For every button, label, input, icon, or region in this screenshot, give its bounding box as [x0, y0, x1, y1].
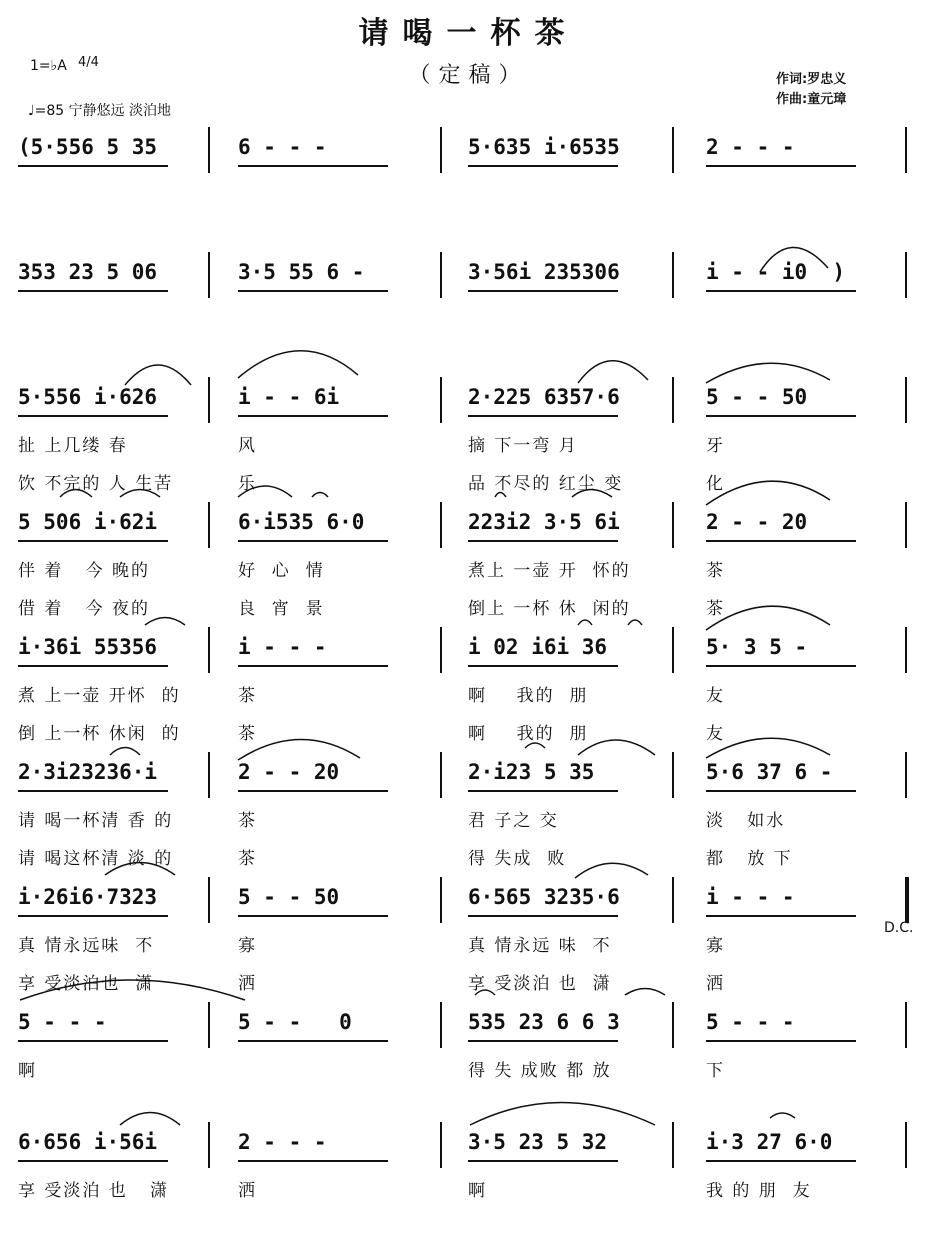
measure-notes: 5 - - -	[706, 1010, 795, 1034]
measure-notes: 2·i23 5 35	[468, 760, 595, 784]
bar-line	[440, 877, 442, 923]
beam-underline	[468, 290, 618, 292]
bar-line	[905, 502, 907, 548]
bar-line	[208, 627, 210, 673]
measure-notes: 5·556 i·626	[18, 385, 158, 409]
beam-underline	[238, 1040, 388, 1042]
measure-notes: 3·5 23 5 32	[468, 1130, 608, 1154]
lyric-text: 茶	[706, 561, 725, 581]
score-line	[0, 1010, 937, 1140]
key-signature-text: 1=♭A	[30, 58, 67, 74]
bar-line	[208, 752, 210, 798]
lyric-text: 好 心 情	[238, 561, 325, 581]
bar-line	[905, 252, 907, 298]
score-line	[0, 635, 937, 765]
lyric-text: 牙	[706, 436, 725, 456]
beam-underline	[238, 790, 388, 792]
beam-underline	[468, 665, 618, 667]
measure-notes: 5 - - -	[18, 1010, 107, 1034]
lyric-text: 摘 下一弯 月	[468, 436, 578, 456]
measure-notes: 535 23 6 6 3	[468, 1010, 620, 1034]
beam-underline	[18, 1160, 168, 1162]
bar-line	[905, 1002, 907, 1048]
lyric-text: 风	[238, 436, 257, 456]
bar-line	[672, 1122, 674, 1168]
beam-underline	[706, 915, 856, 917]
beam-underline	[18, 415, 168, 417]
beam-underline	[706, 790, 856, 792]
lyric-text: 茶	[238, 686, 257, 706]
lyric-text: 倒上 一杯 休 闲的	[468, 599, 631, 619]
time-signature: 4/4	[78, 55, 99, 70]
lyric-text: 煮 上一壶 开怀 的	[18, 686, 181, 706]
measure-notes: i - - i0 )	[706, 260, 846, 284]
measure-notes: 2 - - -	[706, 135, 795, 159]
score-line	[0, 885, 937, 1015]
lyric-text: 享 受淡泊 也 潇	[18, 1181, 170, 1201]
score-line	[0, 135, 937, 265]
measure-notes: 6·565 3235·6	[468, 885, 620, 909]
lyric-text: 得 失成 败	[468, 849, 567, 869]
lyric-text: 茶	[238, 811, 257, 831]
beam-underline	[706, 290, 856, 292]
score-line	[0, 510, 937, 640]
lyric-text: 茶	[238, 724, 257, 744]
lyric-text: 寡	[238, 936, 257, 956]
lyric-text: 寡	[706, 936, 725, 956]
beam-underline	[706, 1160, 856, 1162]
lyric-text: 友	[706, 686, 725, 706]
da-capo-mark: D.C.	[884, 920, 914, 936]
measure-notes: 5 - - 0	[238, 1010, 352, 1034]
bar-line	[440, 627, 442, 673]
notes-row	[0, 885, 937, 917]
lyric-text: 友	[706, 724, 725, 744]
bar-line	[440, 377, 442, 423]
measure-notes: 5 - - 50	[706, 385, 808, 409]
lyric-text: 真 情永远味 不	[18, 936, 155, 956]
measure-notes: 6 - - -	[238, 135, 327, 159]
bar-line	[440, 1122, 442, 1168]
bar-line	[672, 1002, 674, 1048]
beam-underline	[468, 915, 618, 917]
beam-underline	[706, 665, 856, 667]
score-line	[0, 1130, 937, 1260]
bar-line	[440, 252, 442, 298]
bar-line	[672, 502, 674, 548]
bar-line	[440, 1002, 442, 1048]
lyric-text: 煮上 一壶 开 怀的	[468, 561, 631, 581]
beam-underline	[238, 1160, 388, 1162]
beam-underline	[706, 165, 856, 167]
measure-notes: i 02 i6i 36	[468, 635, 608, 659]
beam-underline	[238, 290, 388, 292]
notes-row	[0, 1130, 937, 1162]
lyric-text: 享 受淡泊也 潇	[18, 974, 155, 994]
measure-notes: 3·56i 235306	[468, 260, 620, 284]
bar-line	[905, 377, 907, 423]
notes-row	[0, 260, 937, 292]
lyric-text: 借 着 今 夜的	[18, 599, 151, 619]
notes-row	[0, 635, 937, 667]
lyric-text: 茶	[238, 849, 257, 869]
bar-line	[672, 877, 674, 923]
lyric-text: 我 的 朋 友	[706, 1181, 812, 1201]
lyric-text: 扯 上几缕 春	[18, 436, 128, 456]
lyric-text: 洒	[706, 974, 725, 994]
bar-line	[905, 127, 907, 173]
song-title: 请喝一杯茶	[358, 16, 579, 51]
lyric-text: 得 失 成败 都 放	[468, 1061, 612, 1081]
beam-underline	[468, 540, 618, 542]
lyric-text: 真 情永远 味 不	[468, 936, 612, 956]
bar-line	[440, 127, 442, 173]
measure-notes: 2 - - 20	[706, 510, 808, 534]
bar-line	[672, 377, 674, 423]
lyricist-credit: 作词:罗忠义	[776, 72, 847, 87]
lyric-text: 洒	[238, 974, 257, 994]
measure-notes: i - - -	[706, 885, 795, 909]
lyric-text: 君 子之 交	[468, 811, 559, 831]
lyric-text: 下	[706, 1061, 725, 1081]
measure-notes: i - - -	[238, 635, 327, 659]
bar-line	[208, 377, 210, 423]
beam-underline	[18, 790, 168, 792]
measure-notes: 2 - - -	[238, 1130, 327, 1154]
beam-underline	[468, 165, 618, 167]
lyric-text: 倒 上一杯 休闲 的	[18, 724, 181, 744]
notes-row	[0, 1010, 937, 1042]
measure-notes: 5·635 i·6535	[468, 135, 620, 159]
beam-underline	[706, 415, 856, 417]
measure-notes: i·3 27 6·0	[706, 1130, 833, 1154]
lyric-text: 淡 如水	[706, 811, 786, 831]
lyric-text: 化	[706, 474, 725, 494]
beam-underline	[238, 165, 388, 167]
key-signature	[30, 55, 99, 74]
lyric-text: 伴 着 今 晚的	[18, 561, 151, 581]
bar-line	[208, 252, 210, 298]
lyric-text: 享 受淡泊 也 潇	[468, 974, 612, 994]
measure-notes: 2·225 6357·6	[468, 385, 620, 409]
lyric-text: 良 宵 景	[238, 599, 325, 619]
lyric-text: 饮 不完的 人 生苦	[18, 474, 174, 494]
beam-underline	[468, 790, 618, 792]
bar-line	[208, 1002, 210, 1048]
beam-underline	[18, 540, 168, 542]
song-subtitle: （定稿）	[408, 63, 529, 88]
bar-line	[440, 752, 442, 798]
bar-line	[440, 502, 442, 548]
notes-row	[0, 760, 937, 792]
notes-row	[0, 510, 937, 542]
lyric-text: 请 喝一杯清 香 的	[18, 811, 174, 831]
measure-notes: i·36i 55356	[18, 635, 158, 659]
measure-notes: 223i2 3·5 6i	[468, 510, 620, 534]
beam-underline	[238, 665, 388, 667]
score-line	[0, 760, 937, 890]
lyric-text: 啊 我的 朋	[468, 686, 589, 706]
bar-line	[905, 752, 907, 798]
bar-line	[905, 877, 909, 923]
beam-underline	[18, 165, 168, 167]
measure-notes: 2·3i23236·i	[18, 760, 158, 784]
lyric-text: 啊 我的 朋	[468, 724, 589, 744]
measure-notes: 2 - - 20	[238, 760, 340, 784]
lyric-text: 啊	[18, 1061, 37, 1081]
measure-notes: 5 - - 50	[238, 885, 340, 909]
notes-row	[0, 135, 937, 167]
lyric-text: 请 喝这杯清 淡 的	[18, 849, 174, 869]
measure-notes: 5 506 i·62i	[18, 510, 158, 534]
beam-underline	[18, 290, 168, 292]
lyric-text: 啊	[468, 1181, 487, 1201]
beam-underline	[468, 1040, 618, 1042]
measure-notes: 6·656 i·56i	[18, 1130, 158, 1154]
measure-notes: 353 23 5 06	[18, 260, 158, 284]
bar-line	[672, 627, 674, 673]
measure-notes: 5· 3 5 -	[706, 635, 808, 659]
score-line	[0, 385, 937, 515]
lyric-text: 乐	[238, 474, 257, 494]
bar-line	[208, 502, 210, 548]
composer-credit: 作曲:童元璋	[776, 92, 847, 107]
beam-underline	[18, 665, 168, 667]
measure-notes: 6·i535 6·0	[238, 510, 365, 534]
bar-line	[208, 1122, 210, 1168]
bar-line	[672, 127, 674, 173]
tempo-marking: ♩=85 宁静悠远 淡泊地	[28, 103, 172, 119]
beam-underline	[238, 540, 388, 542]
lyric-text: 茶	[706, 599, 725, 619]
beam-underline	[238, 415, 388, 417]
beam-underline	[706, 540, 856, 542]
bar-line	[672, 252, 674, 298]
bar-line	[905, 627, 907, 673]
beam-underline	[238, 915, 388, 917]
measure-notes: i - - 6i	[238, 385, 340, 409]
bar-line	[672, 752, 674, 798]
measure-notes: 5·6 37 6 -	[706, 760, 833, 784]
beam-underline	[706, 1040, 856, 1042]
notes-row	[0, 385, 937, 417]
beam-underline	[18, 915, 168, 917]
bar-line	[208, 877, 210, 923]
score-line	[0, 260, 937, 390]
measure-notes: 3·5 55 6 -	[238, 260, 365, 284]
measure-notes: (5·556 5 35	[18, 135, 158, 159]
lyric-text: 品 不尽的 红尘 变	[468, 474, 624, 494]
beam-underline	[468, 1160, 618, 1162]
bar-line	[905, 1122, 907, 1168]
lyric-text: 洒	[238, 1181, 257, 1201]
lyric-text: 都 放 下	[706, 849, 793, 869]
bar-line	[208, 127, 210, 173]
beam-underline	[468, 415, 618, 417]
beam-underline	[18, 1040, 168, 1042]
measure-notes: i·26i6·7323	[18, 885, 158, 909]
